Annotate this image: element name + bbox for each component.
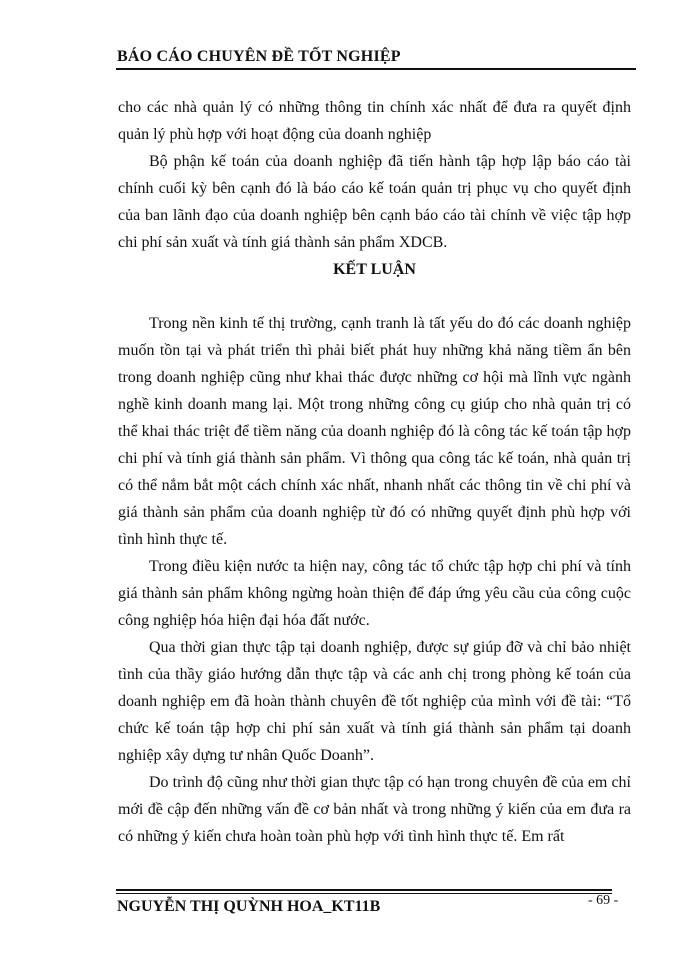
header-divider <box>116 68 636 70</box>
footer-divider-thick <box>116 889 612 891</box>
section-heading-conclusion: KẾT LUẬN <box>333 261 416 278</box>
paragraph-current-conditions: Trong điều kiện nước ta hiện nay, công tác tổ chức tập hợp chi phí và tính giá thành sản phẩm không ngừng hoàn thiện để đáp ứng yêu cầu của công cuộc công nghiệp hóa hiện đại hóa đất nước. <box>118 558 631 629</box>
footer-divider-thin <box>116 893 612 894</box>
paragraph-accounting-dept: Bộ phận kế toán của doanh nghiệp đã tiến hành tập hợp lập báo cáo tài chính cuối kỳ bên cạnh đó là báo cáo kế toán quản trị phục vụ cho quyết định của ban lãnh đạo của doanh nghiệp bên cạnh báo cáo tài chính về việc tập hợp chi phí sản xuất và tính giá thành sản phẩm XDCB. <box>118 153 631 251</box>
page-header-title: BÁO CÁO CHUYÊN ĐỀ TỐT NGHIỆP <box>117 48 401 65</box>
paragraph-internship: Qua thời gian thực tập tại doanh nghiệp, được sự giúp đỡ và chỉ bảo nhiệt tình của thầy giáo hướng dẫn thực tập và các anh chị trong phòng kế toán của doanh nghiệp em đã hoàn thành chuyên đề tốt nghiệp của mình với đề tài: “Tổ chức kế toán tập hợp chi phí sản xuất và tính giá thành sản phẩm tại doanh nghiệp xây dựng tư nhân Quốc Doanh”. <box>118 639 631 764</box>
footer-author: NGUYỄN THỊ QUỲNH HOA_KT11B <box>117 898 381 915</box>
paragraph-limitations: Do trình độ cũng như thời gian thực tập có hạn trong chuyên đề của em chỉ mới đề cập đến những vấn đề cơ bản nhất và trong những ý kiến của em đưa ra có những ý kiến chưa hoàn toàn phù hợp với tình hình thực tế. Em rất <box>118 774 631 845</box>
paragraph-market-economy: Trong nền kinh tế thị trường, cạnh tranh là tất yếu do đó các doanh nghiệp muốn tồn tại và phát triển thì phải biết phát huy những khả năng tiềm ẩn bên trong doanh nghiệp cũng như khai thác được những cơ hội mà lĩnh vực ngành nghề kinh doanh mang lại. Một trong những công cụ giúp cho nhà quản trị có thể khai thác triệt để tiềm năng của doanh nghiệp đó là công tác kế toán tập hợp chi phí và tính giá thành sản phẩm. Vì thông qua công tác kế toán, nhà quản trị có thể nắm bắt một cách chính xác nhất, nhanh nhất các thông tin về chi phí và giá thành sản phẩm của doanh nghiệp từ đó có những quyết định phù hợp với tình hình thực tế. <box>118 315 631 548</box>
paragraph-continuation: cho các nhà quản lý có những thông tin chính xác nhất để đưa ra quyết định quản lý phù hợp với hoạt động của doanh nghiệp <box>118 99 631 143</box>
document-body <box>118 94 631 850</box>
page-number: - 69 - <box>588 893 619 908</box>
